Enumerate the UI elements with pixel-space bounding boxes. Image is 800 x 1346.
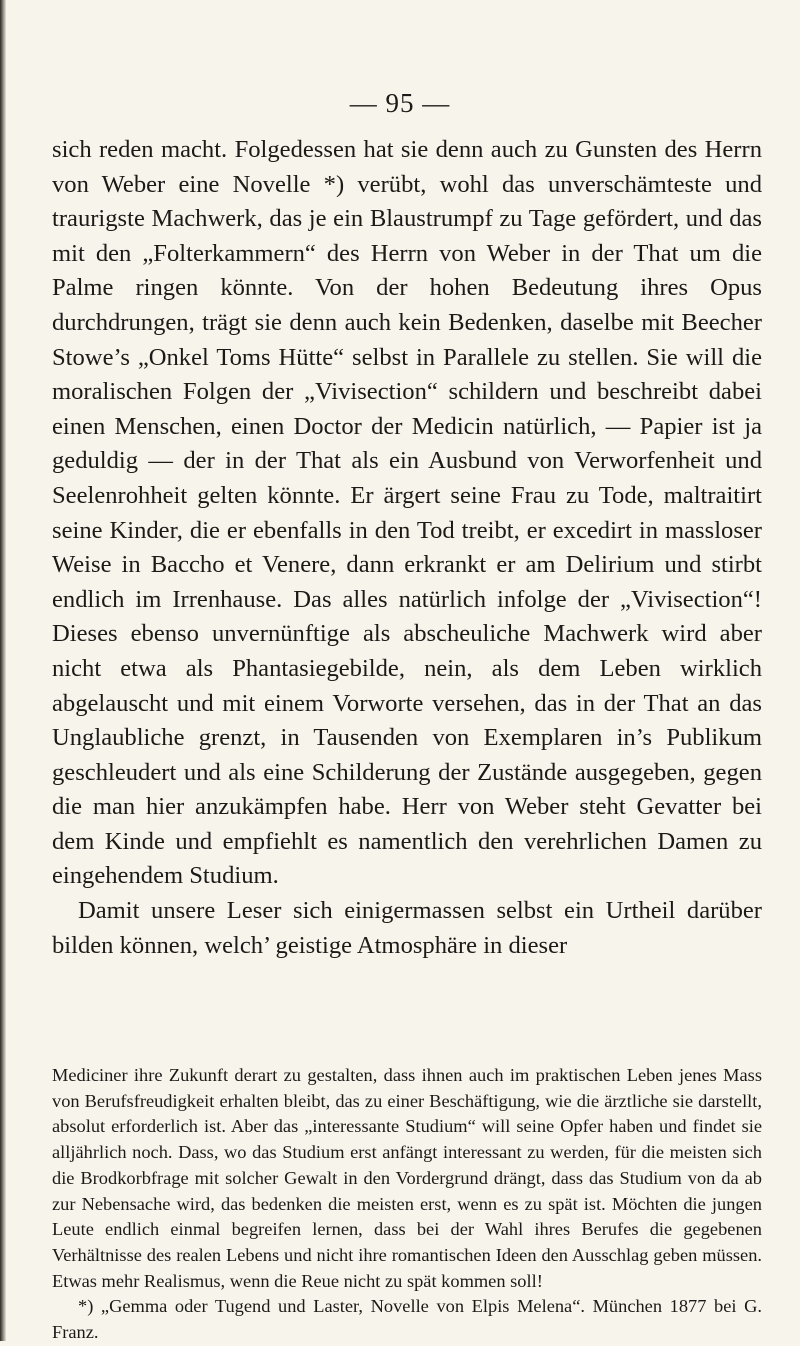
footnotes xyxy=(52,1063,762,1346)
body-paragraph-2: Damit unsere Leser sich einigermassen selbst ein Urtheil darüber bilden können, welch’ geistige Atmosphäre in dieser xyxy=(52,897,762,959)
footnote-continuation: Mediciner ihre Zukunft derart zu gestalten, dass ihnen auch im praktischen Leben jenes Mass von Berufsfreudigkeit erhalten bleibt, das zu einer Beschäftigung, wie die ärztliche sie darstellt, absolut erforderlich ist. Aber das „interessante Studium“ will seine Opfer haben und findet sie alljährlich noch. Dass, wo das Studium erst anfängt interessant zu werden, für die meisten sich die Brodkorbfrage mit solcher Gewalt in den Vordergrund drängt, dass das Studium von da ab zur Nebensache wird, das bedenken die meisten erst, wenn es zu spät ist. Möchten die jungen Leute endlich einmal begreifen lernen, dass bei der Wahl ihres Berufes die gegebenen Verhältnisse des realen Lebens und nicht ihre romantischen Ideen den Ausschlag geben müssen. Etwas mehr Realismus, wenn die Reue nicht zu spät kommen soll! xyxy=(52,1065,762,1291)
page-binding-edge xyxy=(0,0,6,1341)
page-number: — 95 — xyxy=(349,88,451,118)
body-paragraph-1: sich reden macht. Folgedessen hat sie denn auch zu Gunsten des Herrn von Weber eine Novelle *) verübt, wohl das unverschämteste und traurigste Machwerk, das je ein Blaustrumpf zu Tage gefördert, und das mit den „Folterkammern“ des Herrn von Weber in der That um die Palme ringen könnte. Von der hohen Bedeutung ihres Opus durchdrungen, trägt sie denn auch kein Bedenken, daselbe mit Beecher Stowe’s „Onkel Toms Hütte“ selbst in Parallele zu stellen. Sie will die moralischen Folgen der „Vivisection“ schildern und beschreibt dabei einen Menschen, einen Doctor der Medicin natürlich, — Papier ist ja geduldig — der in der That als ein Ausbund von Verworfenheit und Seelenrohheit gelten könnte. Er ärgert seine Frau zu Tode, maltraitirt seine Kinder, die er ebenfalls in den Tod treibt, er excedirt in massloser Weise in Baccho et Venere, dann erkrankt er am Delirium und stirbt endlich im Irrenhause. Das alles natürlich infolge der „Vivisection“! Dieses ebenso unvernünftige als abscheuliche Machwerk wird aber nicht etwa als Phantasiegebilde, nein, als dem Leben wirklich abgelauscht und mit einem Vorworte versehen, das in der That an das Unglaubliche grenzt, in Tausenden von Exemplaren in’s Publikum geschleudert und als eine Schilderung der Zustände ausgegeben, gegen die man hier anzukämpfen habe. Herr von Weber steht Gevatter bei dem Kinde und empfiehlt es namentlich den verehrlichen Damen zu eingehendem Studium. xyxy=(52,136,762,890)
main-text xyxy=(52,133,762,963)
footnote-novelle: *) „Gemma oder Tugend und Laster, Novelle von Elpis Melena“. München 1877 bei G. Franz. xyxy=(52,1296,762,1343)
